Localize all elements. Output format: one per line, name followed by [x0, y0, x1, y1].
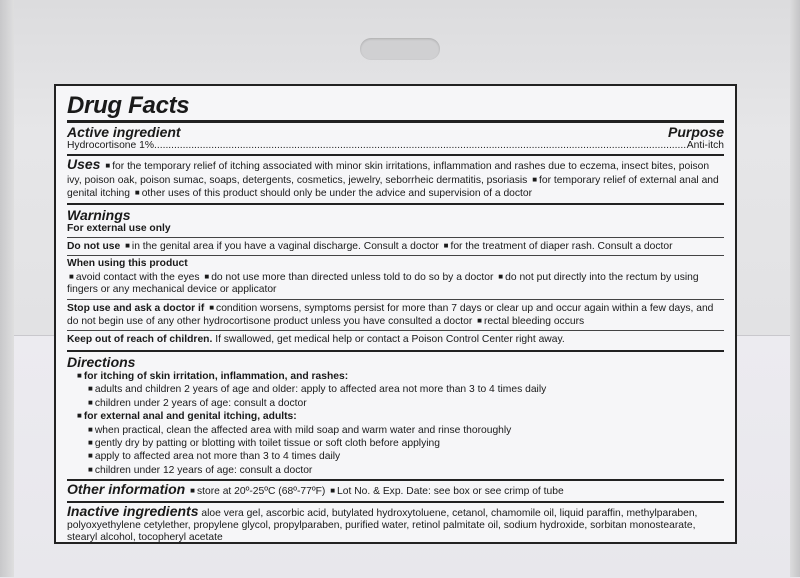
when-using-label: When using this product: [67, 258, 188, 270]
bullet-icon: ■: [88, 464, 93, 474]
uses-text-3: other uses of this product should only be under the advice and supervision of a doctor: [141, 188, 533, 200]
directions-item: children under 2 years of age: consult a doctor: [94, 397, 307, 409]
warnings-section: [67, 205, 724, 237]
hang-tab-hole: [360, 38, 440, 60]
uses-text-1: for the temporary relief of itching associated with minor skin irritations, inflammation and rashes due to eczema, insect bites, poison ivy, poison oak, poison sumac, soaps, detergents, cosmetics, jewelry, seborrheic dermatitis, psoriasis: [67, 161, 710, 186]
inactive-ingredients-section: [67, 503, 724, 547]
bullet-icon: ■: [88, 384, 93, 394]
other-info-2: Lot No. & Exp. Date: see box or see crimp of tube: [337, 486, 564, 498]
directions-item: gently dry by patting or blotting with toilet tissue or soft cloth before applying: [94, 437, 440, 449]
bullet-icon: ■: [88, 451, 93, 461]
inactive-ingredients-text: aloe vera gel, ascorbic acid, butylated hydroxytoluene, cetanol, chamomile oil, liquid paraffin, methylparaben, polyoxyethylene cetylether, propylene glycol, propylparaben, purified water, retinol palmitate oil, sodium hydroxide, sorbitan monostearate, stearyl alcohol, tocopheryl acetate: [67, 507, 698, 544]
uses-heading: Uses: [67, 156, 101, 173]
stop-use-label: Stop use and ask a doctor if: [67, 302, 205, 314]
active-ingredient-section: [67, 123, 724, 154]
when-using-1: avoid contact with the eyes: [75, 271, 200, 283]
directions-group-2: for external anal and genital itching, adults:: [83, 411, 297, 423]
when-using-2: do not use more than directed unless told to do so by a doctor: [211, 271, 494, 283]
bullet-icon: ■: [77, 411, 82, 421]
do-not-use-section: [67, 238, 724, 255]
directions-item: apply to affected area not more than 3 to 4 times daily: [94, 451, 341, 463]
purpose-value: Anti-itch: [686, 140, 724, 151]
bullet-icon: ■: [532, 174, 538, 184]
external-use-only: For external use only: [67, 222, 171, 234]
stop-use-1: condition worsens, symptoms persist for more than 7 days or clear up and occur again within a few days, and do not begin use of any other hydrocortisone product unless you have consulted a doctor: [67, 302, 714, 328]
bullet-icon: ■: [204, 271, 210, 281]
other-info-1: store at 20º-25ºC (68º-77ºF): [196, 486, 326, 498]
drug-facts-title: Drug Facts: [67, 92, 190, 119]
box-left-edge: [0, 0, 14, 577]
bullet-icon: ■: [477, 316, 482, 326]
directions-item: when practical, clean the affected area with mild soap and warm water and rinse thoroughly: [94, 424, 512, 436]
other-info-section: [67, 481, 724, 500]
other-info-heading: Other information: [67, 481, 186, 498]
purpose-heading: Purpose: [667, 124, 724, 140]
directions-item: adults and children 2 years of age and older: apply to affected area not more than 3 to 4 times daily: [94, 384, 547, 396]
do-not-use-2: for the treatment of diaper rash. Consult a doctor: [450, 241, 673, 253]
box-right-edge: [790, 0, 800, 577]
active-ingredient-heading: Active ingredient: [67, 124, 181, 140]
keep-out-text: If swallowed, get medical help or contact a Poison Control Center right away.: [215, 334, 565, 346]
directions-group-1: for itching of skin irritation, inflammation, and rashes:: [83, 370, 349, 382]
uses-section: [67, 156, 724, 202]
bullet-icon: ■: [209, 302, 215, 312]
keep-out-section: [67, 331, 724, 349]
bullet-icon: ■: [190, 486, 195, 496]
directions-heading: Directions: [67, 353, 136, 370]
drug-facts-panel: [54, 84, 737, 544]
bullet-icon: ■: [88, 397, 93, 407]
stop-use-2: rectal bleeding occurs: [484, 316, 585, 328]
bullet-icon: ■: [88, 437, 93, 447]
bullet-icon: ■: [105, 161, 111, 171]
bullet-icon: ■: [125, 241, 130, 251]
do-not-use-label: Do not use: [67, 241, 121, 253]
do-not-use-1: in the genital area if you have a vaginal discharge. Consult a doctor: [131, 241, 439, 253]
warnings-heading: Warnings: [67, 206, 131, 223]
bullet-icon: ■: [443, 241, 449, 251]
inactive-ingredients-heading: Inactive ingredients: [67, 502, 199, 519]
active-ingredient-name: Hydrocortisone 1%: [67, 140, 154, 151]
bullet-icon: ■: [134, 188, 140, 198]
bullet-icon: ■: [330, 486, 336, 496]
directions-item: children under 12 years of age: consult a doctor: [94, 464, 313, 476]
bullet-icon: ■: [498, 271, 504, 281]
keep-out-label: Keep out of reach of children.: [67, 334, 213, 346]
bullet-icon: ■: [69, 271, 74, 281]
bullet-icon: ■: [88, 424, 93, 434]
dot-leader: [154, 140, 687, 152]
uses-text-2: for temporary relief of external anal and genital itching: [67, 174, 719, 200]
when-using-section: [67, 256, 724, 298]
bullet-icon: ■: [77, 370, 82, 380]
stop-use-section: [67, 300, 724, 331]
directions-section: [67, 352, 724, 479]
when-using-3: do not put directly into the rectum by using fingers or any mechanical device or applicator: [67, 271, 699, 296]
